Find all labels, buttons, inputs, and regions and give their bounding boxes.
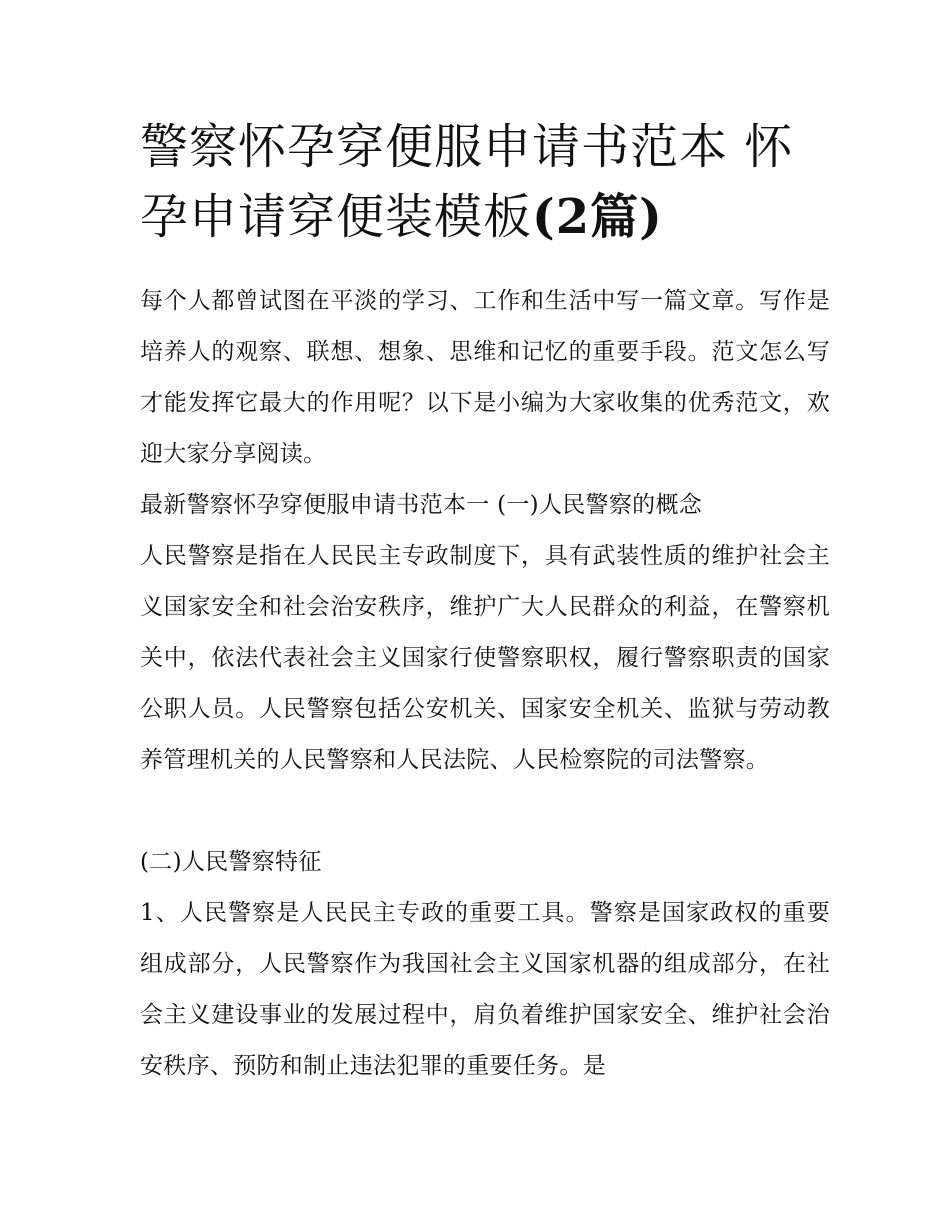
concept-paragraph: 人民警察是指在人民民主专政制度下，具有武装性质的维护社会主义国家安全和社会治安秩序，维护广大人民群众的利益，在警察机关中，依法代表社会主义国家行使警察职权，履行警察职责的国家公职人员。人民警察包括公安机关、国家安全机关、监狱与劳动教养管理机关的人民警察和人民法院、人民检察院的司法警察。: [140, 543, 830, 773]
document-title-main: 警察怀孕穿便服申请书范本 怀孕申请穿便装模板: [140, 119, 794, 245]
section-heading-concept: 最新警察怀孕穿便服申请书范本一 (一)人民警察的概念: [140, 492, 703, 518]
section-heading-features: (二)人民警察特征: [140, 849, 322, 875]
intro-paragraph: 每个人都曾试图在平淡的学习、工作和生活中写一篇文章。写作是培养人的观察、联想、想象、思维和记忆的重要手段。范文怎么写才能发挥它最大的作用呢？以下是小编为大家收集的优秀范文，欢迎大家分享阅读。: [140, 288, 830, 467]
document-title-suffix: (2篇): [532, 189, 663, 245]
feature-paragraph-1: 1、人民警察是人民民主专政的重要工具。警察是国家政权的重要组成部分，人民警察作为我国社会主义国家机器的组成部分，在社会主义建设事业的发展过程中，肩负着维护国家安全、维护社会治安秩序、预防和制止违法犯罪的重要任务。是: [140, 900, 830, 1079]
document-title: [140, 112, 830, 252]
